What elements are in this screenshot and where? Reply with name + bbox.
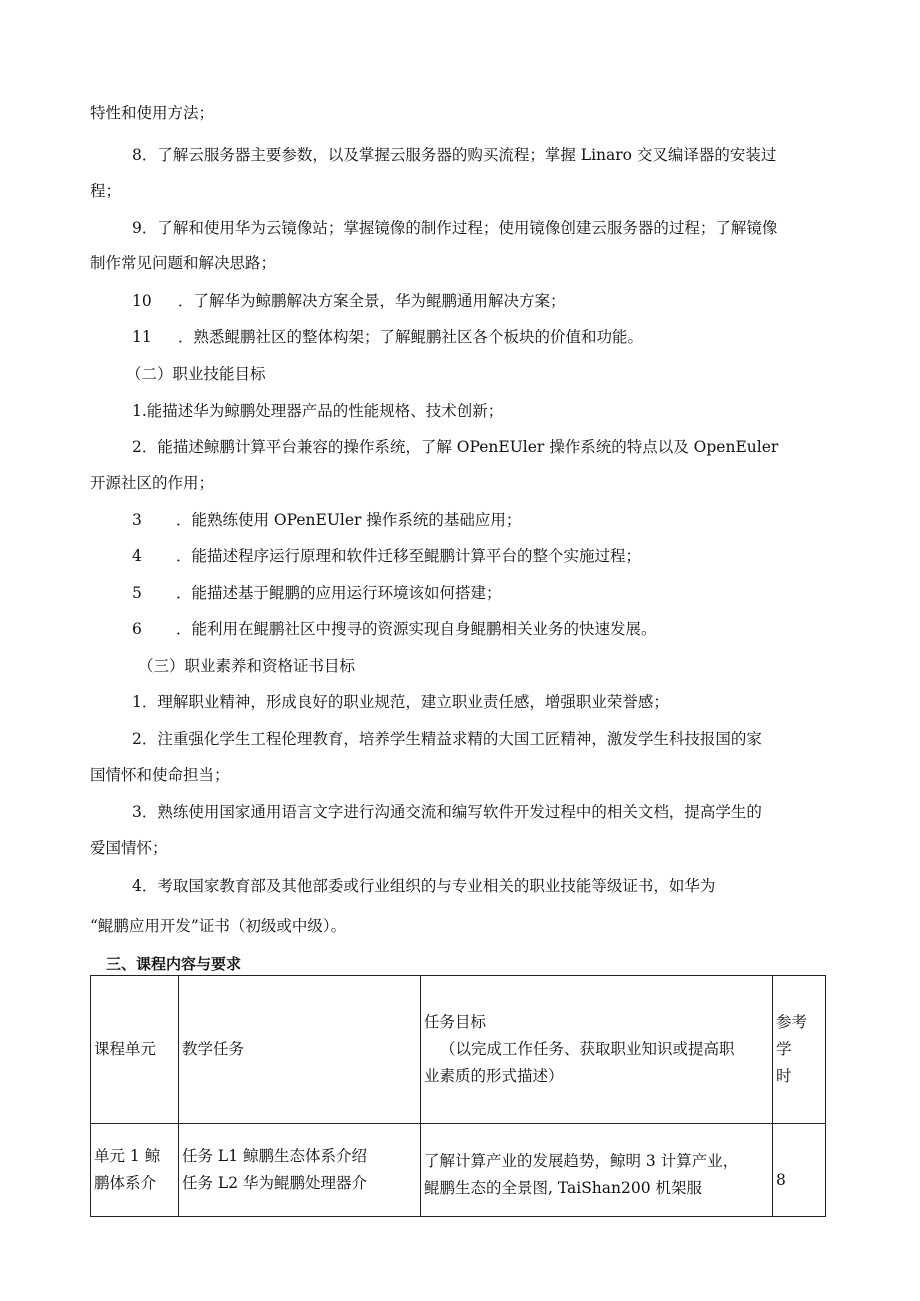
- skill-item-6: [132, 619, 657, 639]
- cell-unit-l1: 单元 1 鲸: [94, 1147, 161, 1165]
- knowledge-item-8: 8．了解云服务器主要参数，以及掌握云服务器的购买流程；掌握 Linaro 交叉编译器的安装过: [132, 146, 777, 164]
- header-goal-desc-cont: 业素质的形式描述）: [424, 1067, 564, 1085]
- skill-item-1: 1.能描述华为鲸鹏处理器产品的性能规格、技术创新；: [132, 402, 504, 420]
- skill-item-4: [132, 546, 641, 566]
- item-number: 6: [132, 620, 142, 638]
- item-number: 4: [132, 547, 142, 565]
- header-goal-title: 任务目标: [424, 1013, 487, 1031]
- paragraph-line: 特性和使用方法；: [90, 104, 215, 122]
- header-unit: 课程单元: [91, 976, 179, 1124]
- header-hours-l1: 参考学: [776, 1013, 808, 1058]
- quality-item-2: 2．注重强化学生工程伦理教育，培养学生精益求精的大国工匠精神，激发学生科技报国的家: [132, 730, 762, 748]
- quality-item-4-cont: “鲲鹏应用开发”证书（初级或中级）。: [90, 917, 347, 935]
- cell-goal: [421, 1124, 773, 1217]
- knowledge-item-10: [132, 291, 566, 311]
- knowledge-item-11: [132, 327, 643, 347]
- knowledge-item-9: 9．了解和使用华为云镜像站；掌握镜像的制作过程；使用镜像创建云服务器的过程；了解镜像: [132, 219, 778, 237]
- quality-item-1: 1．理解职业精神，形成良好的职业规范，建立职业责任感，增强职业荣誉感；: [132, 693, 669, 711]
- item-text: ．能描述程序运行原理和软件迁移至鲲鹏计算平台的整个实施过程；: [176, 547, 642, 565]
- knowledge-item-8-cont: 程；: [90, 182, 122, 200]
- quality-item-2-cont: 国情怀和使命担当；: [90, 766, 230, 784]
- course-content-table: [90, 975, 826, 1217]
- item-number: 5: [132, 584, 142, 602]
- item-text: ．能利用在鲲鹏社区中搜寻的资源实现自身鲲鹏相关业务的快速发展。: [176, 620, 657, 638]
- header-hours-l2: 时: [776, 1067, 792, 1085]
- cell-goal-l1: 了解计算产业的发展趋势，鲸明 3 计算产业，: [424, 1151, 739, 1170]
- item-number: 10: [132, 292, 152, 310]
- item-text: ．能熟练使用 OPenEUler 操作系统的基础应用；: [176, 511, 522, 529]
- item-number: 3: [132, 511, 142, 529]
- cell-unit-l2: 鹏体系介: [94, 1174, 157, 1192]
- skill-item-2-cont: 开源社区的作用；: [90, 474, 215, 492]
- quality-item-3: 3．熟练使用国家通用语言文字进行沟通交流和编写软件开发过程中的相关文档，提高学生的: [132, 803, 762, 821]
- skill-item-2: 2．能描述鲸鹏计算平台兼容的操作系统，了解 OPenEUler 操作系统的特点以及 OpenEuler: [132, 438, 779, 456]
- item-text: ．能描述基于鲲鹏的应用运行环境该如何搭建；: [176, 584, 502, 602]
- item-text: ．熟悉鲲鹏社区的整体构架；了解鲲鹏社区各个板块的价值和功能。: [178, 328, 644, 346]
- item-text: ．了解华为鲸鹏解决方案全景，华为鲲鹏通用解决方案；: [178, 292, 566, 310]
- cell-hours: 8: [773, 1124, 826, 1217]
- knowledge-item-9-cont: 制作常见问题和解决思路；: [90, 254, 277, 272]
- header-goal-desc: （以完成工作任务、获取职业知识或提高职: [440, 1040, 735, 1058]
- table-row: [91, 1124, 826, 1217]
- subheading-qualities: （三）职业素养和资格证书目标: [138, 657, 356, 675]
- subheading-skills: （二）职业技能目标: [126, 365, 266, 383]
- skill-item-5: [132, 583, 502, 603]
- quality-item-4: 4．考取国家教育部及其他部委或行业组织的与专业相关的职业技能等级证书，如华为: [132, 877, 716, 895]
- cell-task-l1: 任务 L1 鲸鹏生态体系介绍: [182, 1147, 368, 1165]
- item-number: 11: [132, 328, 152, 346]
- header-hours: [773, 976, 826, 1124]
- cell-unit: [91, 1124, 179, 1217]
- cell-task-l2: 任务 L2 华为鲲鹏处理器介: [182, 1174, 368, 1192]
- header-goal: [421, 976, 773, 1124]
- section-title: 三、课程内容与要求: [106, 955, 242, 973]
- table-header-row: [91, 976, 826, 1124]
- cell-goal-l2: 鲲鹏生态的全景图, TaiShan200 机架服: [424, 1178, 703, 1197]
- cell-task: [179, 1124, 421, 1217]
- header-task: 教学任务: [179, 976, 421, 1124]
- quality-item-3-cont: 爱国情怀；: [90, 839, 168, 857]
- skill-item-3: [132, 510, 521, 530]
